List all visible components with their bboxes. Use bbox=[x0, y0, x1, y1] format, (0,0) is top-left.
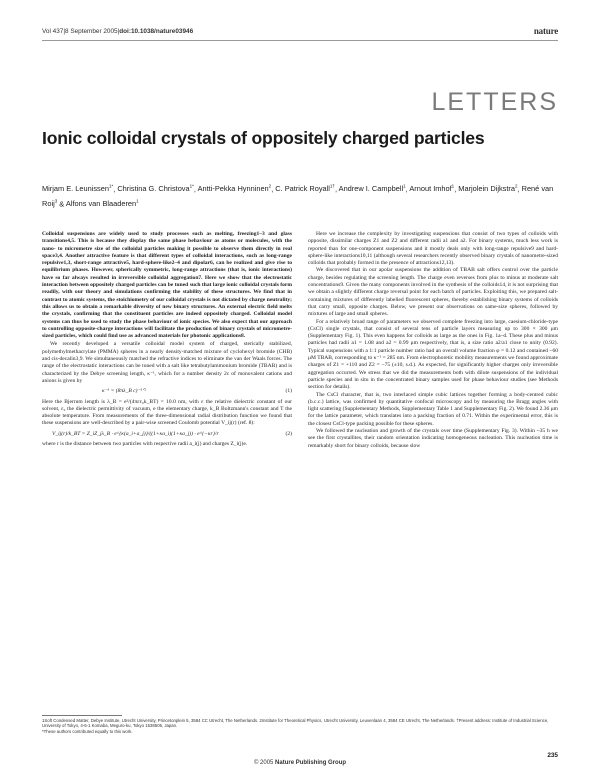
author-name: Andrew I. Campbell$^1$ bbox=[338, 184, 406, 194]
author-affiliation-mark: 2 bbox=[514, 184, 518, 189]
abstract: Colloidal suspensions are widely used to study processes such as melting, freezing1–3 and glass transitions4,5. This is because they display the same phase behaviour as atoms or molecules, with the nano- to micrometre size of the colloidal particles making it possible to observe them directly in real space3,4. Another attractive feature is that different types of colloidal interactions, such as long-range repulsive1,3, short-range attractive5, hard-sphere-like2–4 and dipolar6, can be realized and give rise to equilibrium phases. However, spherically symmetric, long-range attractions (that is, ionic interactions) have so far always resulted in irreversible colloidal aggregation7. Here we show that the electrostatic interaction between oppositely charged particles can be tuned such that large ionic colloidal crystals form readily, with our theory and simulations confirming the stability of these structures. We find that in contrast to atomic systems, the stoichiometry of our colloidal crystals is not dictated by charge neutrality; this allows us to obtain a remarkable diversity of new binary structures. An external electric field melts the crystals, confirming that the constituent particles are indeed oppositely charged. Colloidal model systems can thus be used to study the phase behaviour of ionic species. We also expect that our approach to controlling opposite-charge interactions will facilitate the production of binary crystals of micrometre-sized particles, which could find use as advanced materials for photonic applications8. bbox=[42, 231, 292, 340]
journal-citation: Vol 437|8 September 2005|doi:10.1038/nature03946 bbox=[42, 28, 194, 35]
author-affiliation-mark: 1 bbox=[136, 198, 139, 204]
copyright: © 2005 Nature Publishing Group bbox=[253, 760, 347, 766]
body-paragraph: where r is the distance between two particles with respective radii a_i(j) and charges Z_i(j)e. bbox=[42, 441, 248, 448]
body-paragraph: The CsCl character, that is, two interlaced simple cubic lattices together forming a body-centred cubic (b.c.c.) lattice, was confirmed by quantitative confocal microscopy and by measuring the Bragg angles with light scattering (Supplementary Methods, Supplementary Table 1 and Supplementary Fig. 2). We found 2.36 μm for the lattice parameter, which translates into a packing fraction of 0.71. Within the experimental error, this is the closest CsCl-type packing possible for these spheres. bbox=[308, 391, 558, 427]
author-list: Mirjam E. Leunissen$^{1*}$, Christina G. Christova$^{1*}$, Antti-Pekka Hynninen$^2$, C. Patrick Royall$^{1\dagger}$, Andrew I. Campbell$^1$, Arnout Imhof$^1$, Marjolein Dijkstra$^2$, René van Roij$^3$ & Alfons van Blaaderen$^1$ bbox=[42, 184, 554, 209]
page-number: 235 bbox=[547, 752, 558, 759]
body-paragraph: We discovered that in our apolar suspensions the addition of TBAB salt offers control over the particle charge, besides regulating the screening length. The charge even reverses from plus to minus at moderate salt concentrations9. Given the many components involved in the synthesis of the colloids14, it is not surprising that we obtain a slightly different charge reversal point for each batch of particles. Exploiting this, we prepared salt-containing mixtures of differently labelled fluorescent spheres, thereby establishing binary systems of colloids that carry small, opposite charges. Below, we present our observations on same-size spheres, followed by mixtures of large and small spheres. bbox=[308, 267, 558, 318]
body-paragraph: Here the Bjerrum length is λ_B = e²/(4πεε₀k_BT) = 10.0 nm, with ε the relative dielectric constant of our solvent, ε₀ the dielectric permittivity of vacuum, e the elementary charge, k_B Boltzmann's constant and T the absolute temperature. From measurements of the three-dimensional radial distribution function we found that these suspensions are well-described by a pair-wise screened Coulomb potential V_ij(r) (ref. 8): bbox=[42, 398, 292, 427]
author-name: Christina G. Christova$^{1*}$ bbox=[117, 184, 194, 194]
author-name: Arnout Imhof$^1$ bbox=[409, 184, 455, 194]
running-header bbox=[42, 26, 558, 41]
footnote-divider bbox=[42, 715, 122, 716]
author-name: Antti-Pekka Hynninen$^2$ bbox=[197, 184, 272, 194]
nature-logo: nature bbox=[533, 26, 558, 36]
affiliations: 1Soft Condensed Matter, Debye Institute, Utrecht University, Princetonplein 5, 3584 CC Utrecht, The Netherlands. 2Institute for Theoretical Physics, Utrecht University, Leuvenlaan 4, 3584 CE Utrecht, The Netherlands. †Present address: Institute of Industrial Science, University of Tokyo, 4-6-1 Komaba, Meguro-ku, Tokyo 1538505, Japan. bbox=[42, 718, 549, 729]
article-title: Ionic colloidal crystals of oppositely charged particles bbox=[42, 128, 485, 148]
author-affiliation-mark: 1* bbox=[189, 184, 194, 189]
author-affiliation-mark: 1 bbox=[403, 184, 406, 189]
author-name: Mirjam E. Leunissen$^{1*}$ bbox=[42, 184, 114, 194]
author-name: Marjolein Dijkstra$^2$ bbox=[458, 184, 518, 194]
equal-contribution-note: *These authors contributed equally to this work. bbox=[42, 728, 133, 734]
body-paragraph: We followed the nucleation and growth of the crystals over time (Supplementary Fig. 3). Within ~35 h we see the first crystallites, their random orientation indicating homogeneous nucleation. This nucleation time is remarkably short for binary colloids, because slow bbox=[308, 428, 558, 449]
section-label: LETTERS bbox=[431, 88, 558, 116]
author-affiliation-mark: 1 bbox=[451, 184, 455, 189]
body-paragraph: We recently developed a versatile colloidal model system of charged, sterically stabilized, polymethylmethacrylate (PMMA) spheres in a nearly density-matched mixture of cyclohexyl bromide (CHB) and cis-decalin3,9. We simultaneously matched the refractive indices to eliminate the van der Waals forces. The range of the electrostatic interactions can be tuned with a salt like tetrabutylammonium bromide (TBAB) and is characterized by the Debye screening length, κ⁻¹, which for a number density 2c of monovalent cations and anions is given by bbox=[42, 341, 292, 384]
body-paragraph: For a relatively broad range of parameters we observed complete freezing into large, caesium-chloride-type (CsCl) single crystals, that consist of several tens of particle layers measuring up to 300 × 300 μm (Supplementary Fig. 1). This even happens for colloids as large as the ones in Fig. 1a–d. These plus and minus particles had radii a1 = 1.08 and a2 = 0.99 μm respectively, that is, a size ratio a2/a1 close to unity (0.92). Typical suspensions with a 1:1 particle number ratio had an overall volume fraction φ = 0.12 and contained ~60 μM TBAB, corresponding to κ⁻¹ = 285 nm. From electrophoretic mobility measurements we found approximate charges of Z1 = +110 and Z2 = −75 (±10, s.d.). As expected, for significantly higher charges only irreversible aggregation occurred. We stress that we did the measurements both with dilute suspensions of the individual particle species and in situ in the concentrated binary samples used for phase behaviour studies (see Methods section for details). bbox=[308, 318, 558, 391]
author-name: C. Patrick Royall$^{1\dagger}$ bbox=[275, 184, 335, 194]
right-column bbox=[308, 231, 558, 450]
author-affiliation-mark: 1† bbox=[329, 184, 335, 189]
author-affiliation-mark: 3 bbox=[54, 198, 58, 204]
footnotes bbox=[42, 718, 558, 734]
body-paragraph: Here we increase the complexity by investigating suspensions that consist of two types of colloids with opposite, dissimilar charges Z1 and Z2 and different radii a1 and a2. For binary systems, much less work is reported than for one-component suspensions and it mostly deals only with long-range repulsive9 and hard-sphere-like interactions10,11 (although several researchers recently observed binary crystals of nanometre-sized colloids that probably formed in the presence of attractions12,13). bbox=[308, 231, 558, 267]
author-name: René van Roij$^3$ bbox=[42, 184, 554, 209]
equation-2: V_ij(r)/k_BT = Z_iZ_jλ_B · e^{κ(a_i+a_j)}/((1+κa_i)(1+κa_j)) · e^{−κr}/r (2) bbox=[52, 430, 292, 437]
author-name: Alfons van Blaaderen$^1$ bbox=[65, 198, 139, 209]
left-column bbox=[42, 231, 292, 448]
doi-link[interactable]: doi:10.1038/nature03946 bbox=[119, 28, 194, 35]
author-affiliation-mark: 2 bbox=[268, 184, 272, 189]
equation-1: κ⁻¹ = (8πλ_B c)⁻¹ᐟ² (1) bbox=[102, 388, 292, 395]
author-affiliation-mark: 1* bbox=[108, 184, 114, 189]
